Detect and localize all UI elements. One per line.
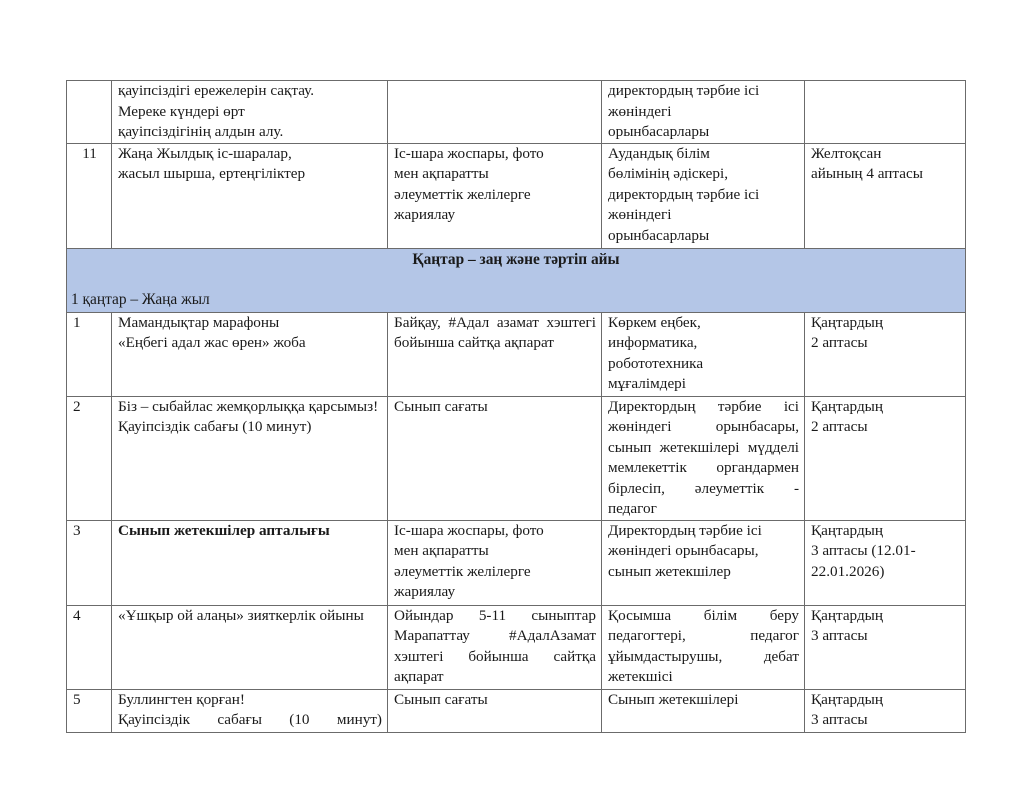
deadline-cell xyxy=(805,520,966,605)
table-row xyxy=(67,605,966,689)
responsible-line: орынбасарлары xyxy=(608,226,710,244)
event-cell xyxy=(112,689,388,732)
deadline-line: айының 4 аптасы xyxy=(811,165,923,182)
form-cell xyxy=(388,689,602,732)
responsible-cell xyxy=(602,143,805,248)
row-number xyxy=(67,81,112,144)
section-band xyxy=(67,248,966,312)
responsible-cell xyxy=(602,81,805,144)
event-line: жасыл шырша, ертеңгіліктер xyxy=(118,165,306,182)
event-cell xyxy=(112,312,388,396)
form-line: мен ақпаратты xyxy=(394,542,489,559)
deadline-cell xyxy=(805,689,966,732)
event-line: Мамандықтар марафоны xyxy=(118,313,280,331)
section-title: Қаңтар – заң және тәртіп айы xyxy=(412,250,620,268)
form-line: Сынып сағаты xyxy=(394,690,488,708)
form-line: әлеуметтік желілерге xyxy=(394,562,531,580)
responsible-line: мұғалімдері xyxy=(608,375,686,392)
form-line: әлеуметтік желілерге xyxy=(394,185,531,203)
deadline-line: Қаңтардың xyxy=(811,606,884,624)
event-plan-table xyxy=(66,80,966,733)
deadline-line: 3 аптасы xyxy=(811,627,868,644)
event-line: Буллингтен қорған! xyxy=(118,690,245,708)
event-line: қауіпсіздігінің алдын алу. xyxy=(118,123,284,140)
row-number: 1 xyxy=(67,312,112,396)
form-cell xyxy=(388,396,602,520)
responsible-line: информатика, xyxy=(608,334,698,351)
responsible-line: жөніндегі орынбасары, xyxy=(608,542,759,559)
deadline-line: Қаңтардың xyxy=(811,313,884,331)
event-cell xyxy=(112,81,388,144)
deadline-line: Қаңтардың xyxy=(811,521,884,539)
event-cell xyxy=(112,520,388,605)
deadline-line: 22.01.2026) xyxy=(811,562,885,580)
responsible-cell xyxy=(602,520,805,605)
event-line: «Еңбегі адал жас өрен» жоба xyxy=(118,334,306,351)
deadline-line: Желтоқсан xyxy=(811,144,882,162)
responsible-line: орынбасарлары xyxy=(608,123,710,140)
deadline-cell xyxy=(805,605,966,689)
form-line: Сынып сағаты xyxy=(394,397,488,415)
table-row xyxy=(67,520,966,605)
deadline-line: Қаңтардың xyxy=(811,690,884,708)
month-section-header xyxy=(67,248,966,312)
deadline-cell xyxy=(805,81,966,144)
form-line: мен ақпаратты xyxy=(394,165,489,182)
deadline-cell xyxy=(805,396,966,520)
responsible-line: Аудандық білім xyxy=(608,144,710,162)
event-line: Сынып жетекшілер апталығы xyxy=(118,521,330,539)
responsible-cell xyxy=(602,689,805,732)
form-cell xyxy=(388,143,602,248)
responsible-line: Көркем еңбек, xyxy=(608,313,701,331)
form-cell xyxy=(388,520,602,605)
form-line: Іс-шара жоспары, фото xyxy=(394,144,544,162)
responsible-line: бөлімінің әдіскері, xyxy=(608,165,729,182)
event-line: Қауіпсіздік сабағы (10 минут) xyxy=(118,418,312,435)
deadline-line: 2 аптасы xyxy=(811,334,868,351)
responsible-cell xyxy=(602,312,805,396)
responsible-line: жөніндегі xyxy=(608,102,672,120)
responsible-line: робототехника xyxy=(608,354,704,372)
row-number: 5 xyxy=(67,689,112,732)
deadline-line: 3 аптасы (12.01- xyxy=(811,542,916,559)
deadline-line: 2 аптасы xyxy=(811,418,868,435)
deadline-line: Қаңтардың xyxy=(811,397,884,415)
responsible-line: директордың тәрбие ісі xyxy=(608,82,760,99)
event-line: қауіпсіздігі ережелерін сақтау. xyxy=(118,82,315,99)
responsible-line: Директордың тәрбие ісі xyxy=(608,521,762,539)
row-number: 11 xyxy=(67,143,112,248)
responsible-line: Сынып жетекшілері xyxy=(608,690,739,708)
table-row xyxy=(67,81,966,144)
section-subtitle: 1 қаңтар – Жаңа жыл xyxy=(71,291,210,308)
form-line: жариялау xyxy=(394,583,456,600)
form-line: Іс-шара жоспары, фото xyxy=(394,521,544,539)
event-line: Мереке күндері өрт xyxy=(118,102,245,120)
form-cell: Ойындар 5-11 сыныптар Марапаттау #АдалАзамат хэштегі бойынша сайтқа ақпарат xyxy=(388,605,602,689)
event-text: Қауіпсіздік сабағы (10 минут) xyxy=(118,711,382,728)
table-row xyxy=(67,689,966,732)
table-row xyxy=(67,143,966,248)
form-line: жариялау xyxy=(394,206,456,223)
form-cell: Байқау, #Адал азамат хэштегі бойынша сайтқа ақпарат xyxy=(388,312,602,396)
table-row xyxy=(67,312,966,396)
deadline-cell xyxy=(805,143,966,248)
event-cell xyxy=(112,396,388,520)
event-text: Біз – сыбайлас жемқорлыққа қарсымыз! xyxy=(118,397,379,415)
row-number: 4 xyxy=(67,605,112,689)
event-cell xyxy=(112,143,388,248)
deadline-cell xyxy=(805,312,966,396)
event-line: Жаңа Жылдық іс-шаралар, xyxy=(118,144,292,162)
responsible-line: директордың тәрбие ісі xyxy=(608,185,760,203)
table-row xyxy=(67,396,966,520)
responsible-cell: Қосымша білім беру педагогтері, педагог ұйымдастырушы, дебат жетекшісі xyxy=(602,605,805,689)
deadline-line: 3 аптасы xyxy=(811,711,868,728)
responsible-line: сынып жетекшілер xyxy=(608,562,731,580)
row-number: 2 xyxy=(67,396,112,520)
form-cell xyxy=(388,81,602,144)
responsible-cell: Директордың тәрбие ісі жөніндегі орынбасары, сынып жетекшілері мүдделі мемлекеттік органдармен бірлесіп, әлеуметтік - педагог xyxy=(602,396,805,520)
responsible-line: жөніндегі xyxy=(608,206,672,223)
event-cell: «Ұшқыр ой алаңы» зияткерлік ойыны xyxy=(112,605,388,689)
row-number: 3 xyxy=(67,520,112,605)
